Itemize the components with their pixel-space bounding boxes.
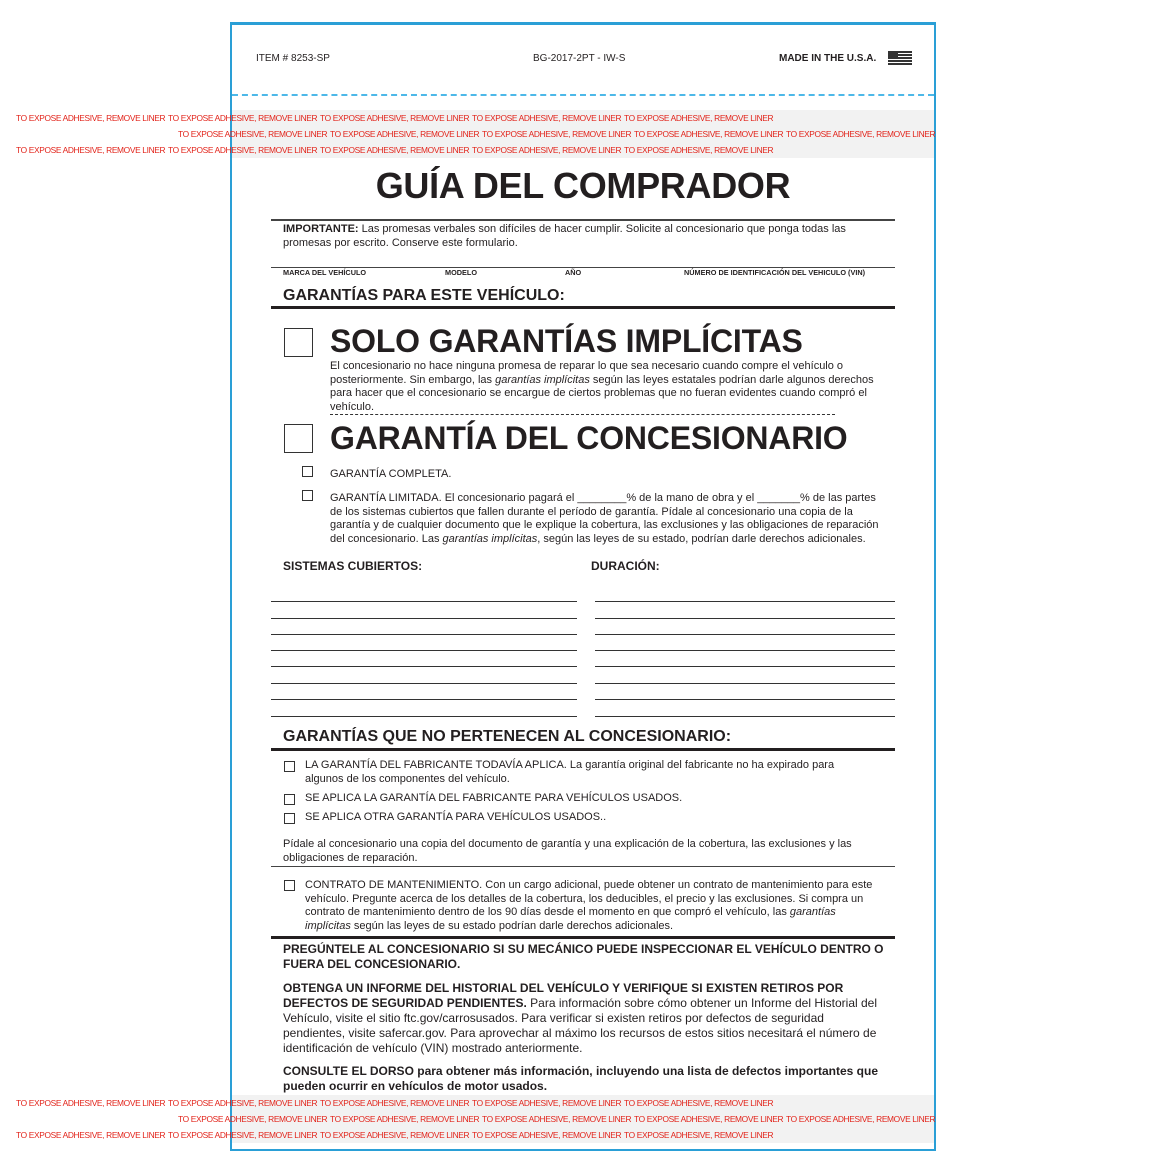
duration-write-line[interactable] <box>595 683 895 684</box>
liner-text: TO EXPOSE ADHESIVE, REMOVE LINER <box>16 1130 166 1140</box>
liner-text: TO EXPOSE ADHESIVE, REMOVE LINER <box>178 129 328 139</box>
liner-text: TO EXPOSE ADHESIVE, REMOVE LINER <box>472 1098 622 1108</box>
consult-back-notice: CONSULTE EL DORSO para obtener más información, incluyendo una lista de defectos importantes que pueden ocurrir en vehículos de motor usados. <box>283 1064 878 1093</box>
text-bold: OBTENGA UN INFORME DEL HISTORIAL DEL VEHÍCULO Y VERIFIQUE SI EXISTEN RETIROS POR DEFECTOS DE SEGURIDAD PENDIENTES. <box>283 981 844 1010</box>
history-notice <box>283 981 888 1056</box>
liner-text: TO EXPOSE ADHESIVE, REMOVE LINER <box>168 1130 318 1140</box>
liner-text: TO EXPOSE ADHESIVE, REMOVE LINER <box>786 129 936 139</box>
important-text: Las promesas verbales son difíciles de hacer cumplir. Solicite al concesionario que ponga todas las promesas por escrito. Conserve este formulario. <box>283 223 846 249</box>
text: , según las leyes de su estado, podrían darle derechos adicionales. <box>537 532 866 545</box>
systems-write-line[interactable] <box>271 716 577 717</box>
systems-covered-label: SISTEMAS CUBIERTOS: <box>283 559 423 573</box>
made-in-usa: MADE IN THE U.S.A. <box>779 53 877 64</box>
text: CONTRATO DE MANTENIMIENTO. Con un cargo adicional, puede obtener un contrato de mantenimiento para este vehículo. Pregunte acerca de los detalles de la cobertura, los deducibles, el precio y las exclusiones. Si compra un contrato de mantenimiento dentro de los 90 días desde el momento en que compró el vehículo, las <box>305 879 873 919</box>
duration-write-line[interactable] <box>595 666 895 667</box>
limited-warranty-text <box>330 492 890 546</box>
liner-text: TO EXPOSE ADHESIVE, REMOVE LINER <box>482 129 632 139</box>
adhesive-liner-top <box>16 110 936 158</box>
adhesive-liner-bottom <box>16 1095 936 1143</box>
dealer-warranty-title: GARANTÍA DEL CONCESIONARIO <box>330 420 848 456</box>
text-italic: garantías implícitas <box>495 373 590 386</box>
duration-label: DURACIÓN: <box>591 559 660 573</box>
liner-text: TO EXPOSE ADHESIVE, REMOVE LINER <box>624 145 774 155</box>
limited-warranty-checkbox[interactable] <box>302 490 313 501</box>
liner-text: TO EXPOSE ADHESIVE, REMOVE LINER <box>178 1114 328 1124</box>
non-dealer-note: Pídale al concesionario una copia del documento de garantía y una explicación de la cobertura, las exclusiones y las obligaciones de reparación. <box>283 838 852 864</box>
liner-text: TO EXPOSE ADHESIVE, REMOVE LINER <box>320 1098 470 1108</box>
duration-write-line[interactable] <box>595 699 895 700</box>
divider <box>271 306 895 309</box>
full-warranty-label: GARANTÍA COMPLETA. <box>330 468 452 480</box>
important-label: IMPORTANTE: <box>283 223 359 235</box>
inspection-notice: PREGÚNTELE AL CONCESIONARIO SI SU MECÁNICO PUEDE INSPECCIONAR EL VEHÍCULO DENTRO O FUERA DEL CONCESIONARIO. <box>283 942 884 971</box>
systems-write-line[interactable] <box>271 601 577 602</box>
liner-text: TO EXPOSE ADHESIVE, REMOVE LINER <box>624 1098 774 1108</box>
liner-text: TO EXPOSE ADHESIVE, REMOVE LINER <box>624 113 774 123</box>
warranties-heading: GARANTÍAS PARA ESTE VEHÍCULO: <box>283 287 565 304</box>
text: GARANTÍA LIMITADA. El concesionario pagará el ________% de la mano de obra y el _______% de las partes de los sistemas cubiertos que fallen durante el período de garantía. Pídale al concesionario una copia de la garantía y de cualquier documento que le explique la cobertura, las exclusiones y las obligaciones de reparación del concesionario. Las <box>330 492 879 545</box>
liner-text: TO EXPOSE ADHESIVE, REMOVE LINER <box>168 1098 318 1108</box>
text: según las leyes de su estado podrían darle derechos adicionales. <box>350 919 674 932</box>
liner-text: TO EXPOSE ADHESIVE, REMOVE LINER <box>320 145 470 155</box>
systems-write-line[interactable] <box>271 634 577 635</box>
liner-text: TO EXPOSE ADHESIVE, REMOVE LINER <box>634 1114 784 1124</box>
liner-text: TO EXPOSE ADHESIVE, REMOVE LINER <box>482 1114 632 1124</box>
divider <box>271 748 895 751</box>
non-dealer-heading: GARANTÍAS QUE NO PERTENECEN AL CONCESIONARIO: <box>283 728 732 745</box>
systems-write-line[interactable] <box>271 683 577 684</box>
liner-text: TO EXPOSE ADHESIVE, REMOVE LINER <box>634 129 784 139</box>
divider <box>271 936 895 939</box>
dashed-divider <box>330 414 835 415</box>
form-code: BG-2017-2PT - IW-S <box>533 53 626 64</box>
page-title: GUÍA DEL COMPRADOR <box>375 165 791 206</box>
liner-text: TO EXPOSE ADHESIVE, REMOVE LINER <box>320 1130 470 1140</box>
full-warranty-checkbox[interactable] <box>302 466 313 477</box>
text-italic: garantías implícitas <box>305 906 836 932</box>
divider <box>271 219 895 221</box>
us-flag-icon <box>888 51 912 66</box>
liner-text: TO EXPOSE ADHESIVE, REMOVE LINER <box>16 113 166 123</box>
liner-text: TO EXPOSE ADHESIVE, REMOVE LINER <box>168 113 318 123</box>
manufacturer-warranty-checkbox[interactable] <box>284 761 295 772</box>
divider <box>271 866 895 867</box>
text: según las leyes estatales podrían darle algunos derechos para hacer que el concesionario se encargue de ciertos problemas que no fueran evidentes cuando compró el vehículo. <box>330 373 874 413</box>
liner-text: TO EXPOSE ADHESIVE, REMOVE LINER <box>168 145 318 155</box>
liner-text: TO EXPOSE ADHESIVE, REMOVE LINER <box>624 1130 774 1140</box>
duration-write-line[interactable] <box>595 601 895 602</box>
liner-text: TO EXPOSE ADHESIVE, REMOVE LINER <box>16 145 166 155</box>
implied-only-title: SOLO GARANTÍAS IMPLÍCITAS <box>330 323 803 359</box>
systems-write-line[interactable] <box>271 699 577 700</box>
text-italic: garantías implícitas <box>442 532 538 545</box>
perforation-line <box>232 94 934 96</box>
duration-write-line[interactable] <box>595 650 895 651</box>
text: El concesionario no hace ninguna promesa de reparar lo que sea necesario cuando compre el vehículo o posteriormente. Sin embargo, las <box>330 360 844 386</box>
service-contract-text <box>305 879 875 933</box>
text: Para información sobre cómo obtener un Informe del Historial del Vehículo, visite el sitio ftc.gov/carrosusados. Para verificar si existen retiros por defectos de seguridad pendientes, visite safercar.gov. Para aprovechar al máximo los recursos de estos sitios necesitará el número de identificación de vehículo (VIN) mostrado anteriormente. <box>283 996 878 1055</box>
liner-text: TO EXPOSE ADHESIVE, REMOVE LINER <box>786 1114 936 1124</box>
liner-text: TO EXPOSE ADHESIVE, REMOVE LINER <box>330 129 480 139</box>
service-contract-checkbox[interactable] <box>284 880 295 891</box>
systems-write-line[interactable] <box>271 650 577 651</box>
manufacturer-warranty-text: LA GARANTÍA DEL FABRICANTE TODAVÍA APLICA. La garantía original del fabricante no ha expirado para algunos de los componentes del vehículo. <box>305 759 835 785</box>
liner-text: TO EXPOSE ADHESIVE, REMOVE LINER <box>320 113 470 123</box>
other-warranty-text: SE APLICA OTRA GARANTÍA PARA VEHÍCULOS USADOS.. <box>305 811 607 823</box>
important-notice <box>283 223 888 250</box>
implied-only-checkbox[interactable] <box>284 328 313 357</box>
liner-text: TO EXPOSE ADHESIVE, REMOVE LINER <box>472 145 622 155</box>
liner-text: TO EXPOSE ADHESIVE, REMOVE LINER <box>472 1130 622 1140</box>
liner-text: TO EXPOSE ADHESIVE, REMOVE LINER <box>330 1114 480 1124</box>
field-vin: NÚMERO DE IDENTIFICACIÓN DEL VEHICULO (VIN) <box>684 268 866 277</box>
systems-write-line[interactable] <box>271 618 577 619</box>
dealer-warranty-checkbox[interactable] <box>284 424 313 453</box>
field-year: AÑO <box>565 268 582 277</box>
item-number: ITEM # 8253-SP <box>256 53 330 64</box>
systems-write-line[interactable] <box>271 666 577 667</box>
other-warranty-checkbox[interactable] <box>284 813 295 824</box>
field-model: MODELO <box>445 268 478 277</box>
duration-write-line[interactable] <box>595 716 895 717</box>
liner-text: TO EXPOSE ADHESIVE, REMOVE LINER <box>16 1098 166 1108</box>
field-make: MARCA DEL VEHÍCULO <box>283 268 367 277</box>
used-vehicle-warranty-text: SE APLICA LA GARANTÍA DEL FABRICANTE PARA VEHÍCULOS USADOS. <box>305 792 683 804</box>
used-vehicle-warranty-checkbox[interactable] <box>284 794 295 805</box>
implied-only-text <box>330 360 890 414</box>
duration-write-line[interactable] <box>595 634 895 635</box>
duration-write-line[interactable] <box>595 618 895 619</box>
liner-text: TO EXPOSE ADHESIVE, REMOVE LINER <box>472 113 622 123</box>
